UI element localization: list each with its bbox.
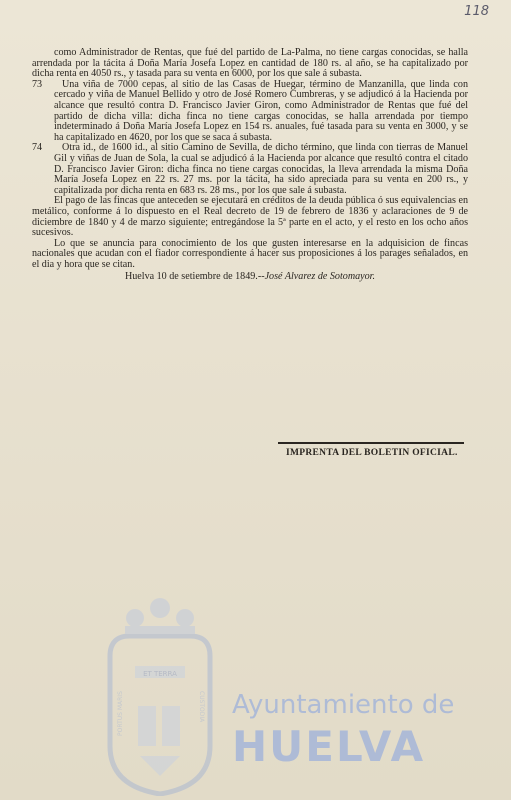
entry-73 <box>32 80 468 144</box>
signature-line <box>32 272 468 283</box>
announcement-paragraph: Lo que se anuncia para conocimiento de los que gusten interesarse en la adquisicion de fincas nacionales que acudan con el fiador correspondiente á hacer sus proposiciones á los parages señalados, en el dia y hora que se citan. <box>32 237 468 270</box>
printer-imprint: IMPRENTA DEL BOLETIN OFICIAL. <box>286 448 458 458</box>
crest-motto-top: ET TERRA <box>143 670 177 678</box>
intro-paragraph: como Administrador de Rentas, que fué del partido de La-Palma, no tiene cargas conocidas, se halla arrendada por la tácita á Doña María Josefa Lopez en cantidad de 180 rs. al año, se ha capitalizado por dicha renta en 4050 rs., y tasada para su venta en 6000, por los que sale á subasta. <box>32 47 468 80</box>
entry-number: 73 <box>32 78 43 90</box>
author-name: --José Alvarez de Sotomayor. <box>257 271 376 283</box>
entry-text: Otra id., de 1600 id., al sitio Camino de Sevilla, de dicho término, que linda con tierras de Manuel Gil y viñas de Juan de Sola, la cual se adjudicó á la Hacienda por alcance que resultó contra el citado D. Francisco Javier Giron: dicha finca no tiene cargas conocidas, la lleva arrendada la misma Doña María Josefa Lopez en 22 rs. 27 ms. por la tácita, ha sido apreciada para su venta en 200 rs., y capitalizada por dicha renta en 683 rs. 28 ms., por los que sale á subasta. <box>54 142 468 196</box>
folio-number: 118 <box>464 4 489 19</box>
watermark-line-1: Ayuntamiento de <box>232 690 455 720</box>
document-body <box>32 48 468 283</box>
place-date: Huelva 10 de setiembre de 1849. <box>124 271 258 283</box>
watermark-line-2: HUELVA <box>232 722 426 771</box>
crest-motto-left: PORTUS MARIS <box>117 691 124 736</box>
entry-text: Una viña de 7000 cepas, al sitio de las Casas de Huegar, término de Manzanilla, que linda con cercado y viña de Manuel Bellido y otro de José Romero Cumbreras, y se adjudicó á la Hacienda por alcance que resultó contra D. Francisco Javier Giron, como Administrador de Rentas que fué del partido de dicha villa: dicha finca no tiene cargas conocidas, se halla arrendada por tiempo indeterminado á Doña María Josefa Lopez en 154 rs. anuales, fué tasada para su venta en 3000, y se ha capitalizado en 4620, por los que se saca á subasta. <box>54 78 468 143</box>
crest-motto-right: CUSTODIA <box>198 691 205 723</box>
payment-paragraph: El pago de las fincas que anteceden se ejecutará en créditos de la deuda pública ó sus equivalencias en metálico, conforme á lo dispuesto en el Real decreto de 19 de febrero de 1836 y aclaraciones de 9 de diciembre de 1840 y 4 de marzo siguiente; entregándose la 5ª parte en el acto, y el resto en los ocho años sucesivos. <box>32 195 468 239</box>
entry-74 <box>32 143 468 196</box>
divider-rule <box>278 442 464 444</box>
entry-number: 74 <box>32 142 43 154</box>
